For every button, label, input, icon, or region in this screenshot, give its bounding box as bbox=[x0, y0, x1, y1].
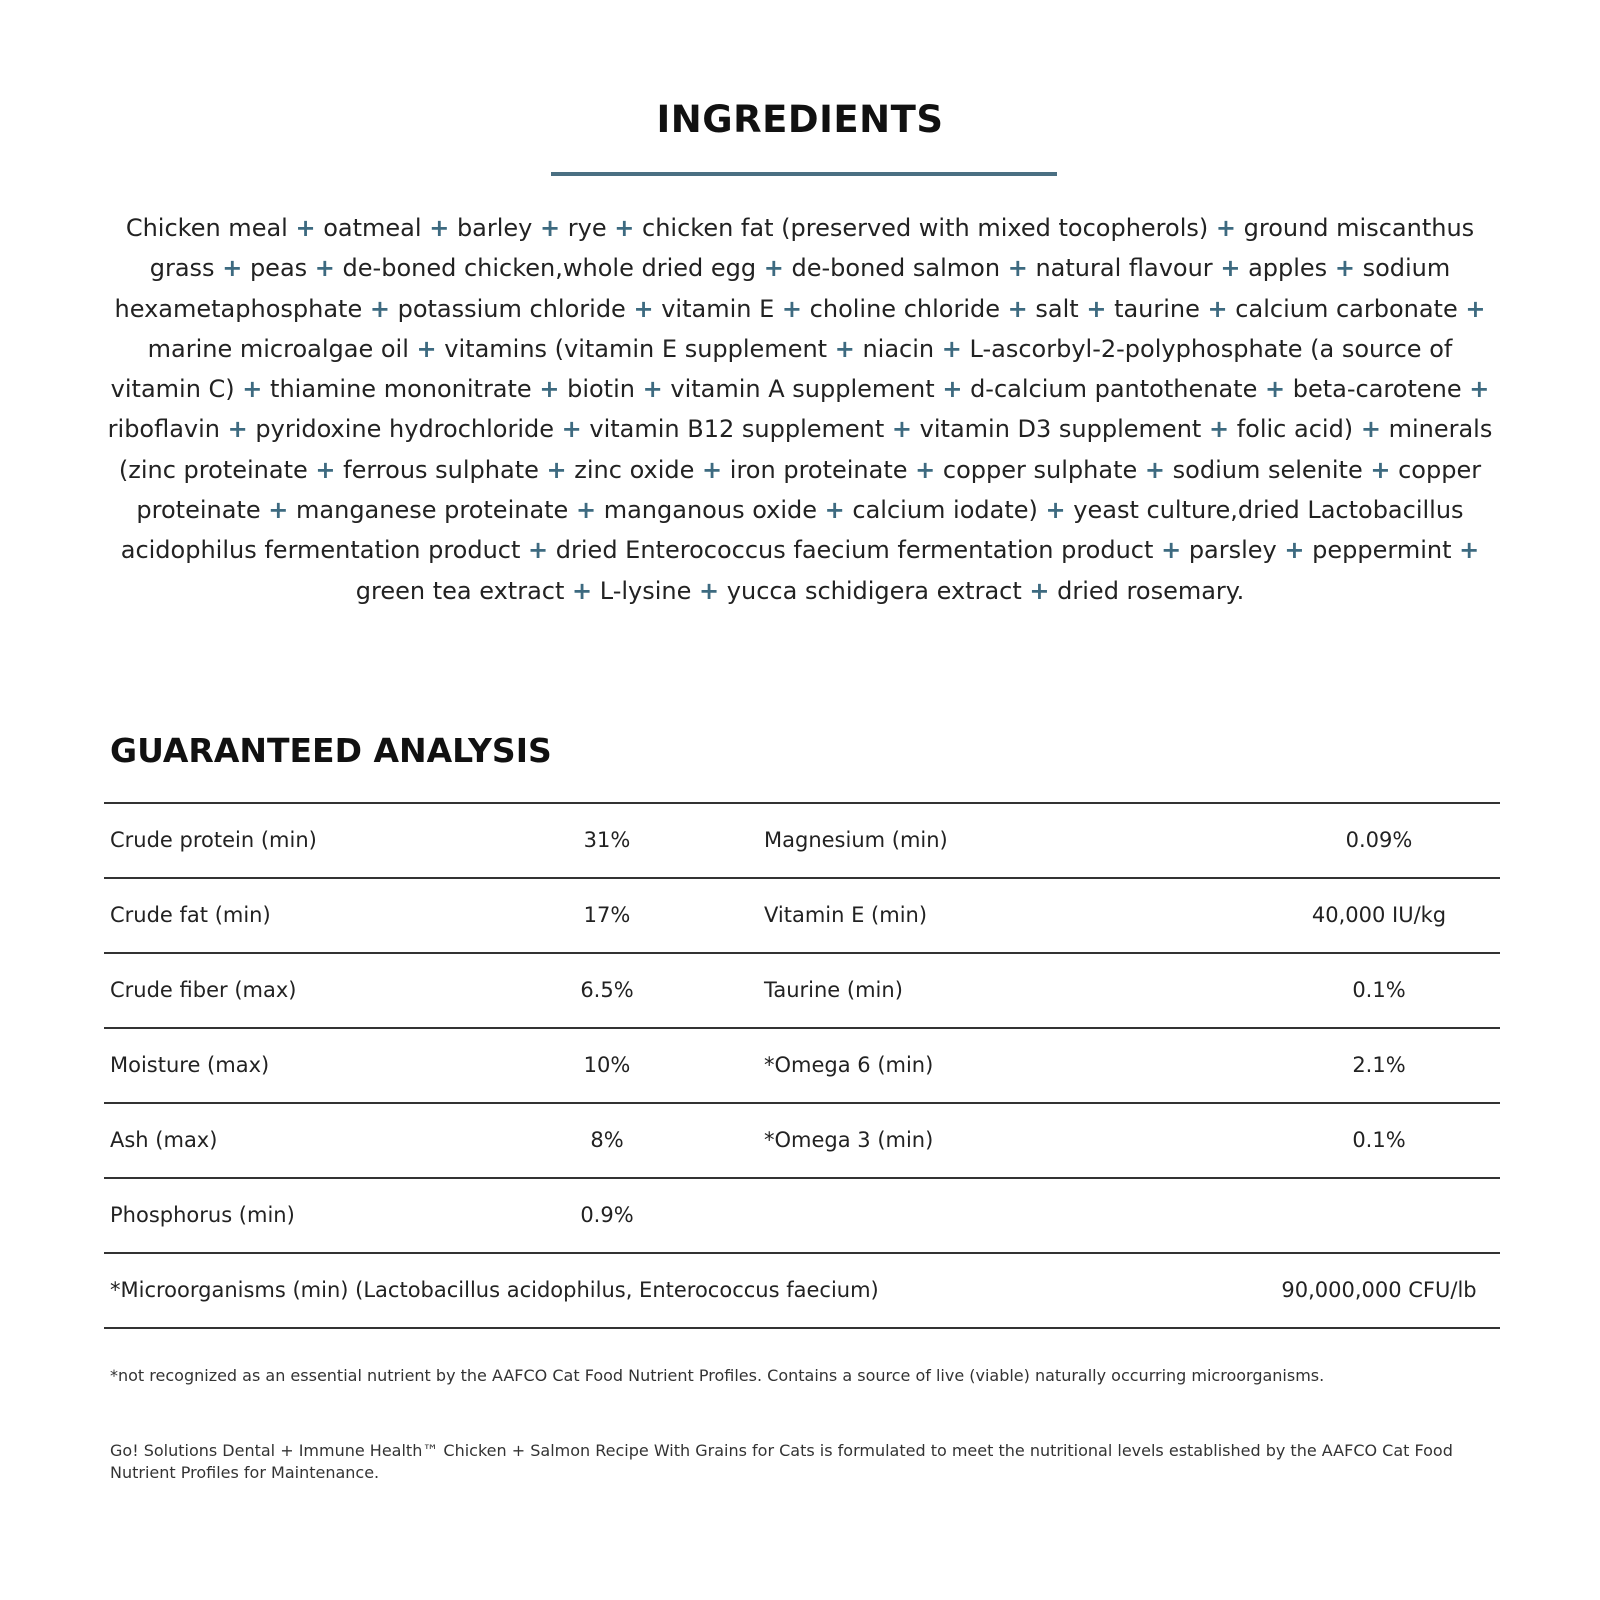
plus-separator: + bbox=[1144, 455, 1165, 484]
ingredient-item: dried rosemary. bbox=[1057, 576, 1245, 605]
ingredient-item: peppermint bbox=[1312, 536, 1452, 565]
plus-separator: + bbox=[1469, 375, 1490, 404]
plus-separator: + bbox=[528, 536, 549, 565]
plus-separator: + bbox=[614, 214, 635, 242]
plus-separator: + bbox=[1161, 536, 1182, 565]
nutrient-label: Taurine (min) bbox=[764, 978, 903, 1002]
ingredients-heading: INGREDIENTS bbox=[656, 98, 944, 141]
table-row bbox=[104, 1254, 1500, 1329]
ingredient-item: pyridoxine hydrochloride bbox=[255, 415, 554, 444]
ingredient-item: zinc oxide bbox=[574, 455, 695, 484]
ingredient-item: calcium carbonate bbox=[1235, 294, 1458, 323]
ingredient-item: biotin bbox=[567, 375, 635, 404]
plus-separator: + bbox=[824, 496, 845, 525]
plus-separator: + bbox=[1215, 214, 1236, 242]
ingredient-item: manganous oxide bbox=[603, 496, 818, 525]
ingredient-item: parsley bbox=[1188, 536, 1277, 565]
ingredient-item: rye bbox=[567, 214, 607, 242]
ingredient-item: natural flavour bbox=[1035, 254, 1213, 283]
nutrient-label: Crude fat (min) bbox=[110, 903, 271, 927]
plus-separator: + bbox=[891, 415, 913, 444]
plus-separator: + bbox=[1007, 254, 1028, 283]
plus-separator: + bbox=[416, 334, 437, 363]
nutrient-value: 2.1% bbox=[1352, 1053, 1406, 1077]
nutrient-value: 6.5% bbox=[580, 978, 634, 1002]
nutrient-label: Phosphorus (min) bbox=[110, 1203, 295, 1227]
ingredient-item: ground miscanthus grass bbox=[149, 214, 1475, 283]
ingredient-item: yucca schidigera extract bbox=[726, 576, 1022, 605]
table-row bbox=[104, 804, 1500, 879]
nutrient-value: 40,000 IU/kg bbox=[1311, 903, 1447, 927]
plus-separator: + bbox=[699, 576, 720, 605]
plus-separator: + bbox=[781, 294, 803, 323]
ingredient-item: thiamine mononitrate bbox=[270, 375, 532, 404]
nutrient-label: Crude protein (min) bbox=[110, 828, 317, 852]
nutrient-value: 0.1% bbox=[1352, 1128, 1406, 1152]
ingredient-item: vitamins (vitamin E supplement bbox=[444, 334, 828, 363]
guaranteed-analysis-table bbox=[104, 802, 1500, 1329]
plus-separator: + bbox=[561, 415, 582, 444]
plus-separator: + bbox=[763, 254, 784, 283]
ingredient-item: niacin bbox=[862, 334, 935, 363]
plus-separator: + bbox=[834, 334, 855, 363]
nutrient-value: 10% bbox=[583, 1053, 631, 1077]
plus-separator: + bbox=[633, 294, 654, 323]
table-row bbox=[104, 954, 1500, 1029]
plus-separator: + bbox=[1029, 576, 1050, 605]
ingredient-item: vitamin B12 supplement bbox=[589, 415, 885, 444]
nutrient-value: 0.1% bbox=[1352, 978, 1406, 1002]
plus-separator: + bbox=[222, 254, 243, 283]
plus-separator: + bbox=[915, 455, 936, 484]
nutrient-value: 17% bbox=[583, 903, 631, 927]
ingredient-item: taurine bbox=[1114, 294, 1200, 323]
plus-separator: + bbox=[295, 214, 316, 242]
plus-separator: + bbox=[575, 496, 597, 525]
heading-underline bbox=[551, 172, 1057, 176]
table-row bbox=[104, 1179, 1500, 1254]
ingredient-item: manganese proteinate bbox=[296, 496, 569, 525]
plus-separator: + bbox=[1264, 375, 1286, 404]
plus-separator: + bbox=[315, 455, 336, 484]
plus-separator: + bbox=[268, 496, 289, 525]
ingredient-item: riboflavin bbox=[107, 415, 221, 444]
ingredient-item: Chicken meal bbox=[125, 214, 288, 242]
nutrient-value: 0.09% bbox=[1345, 828, 1413, 852]
ingredient-item: salt bbox=[1035, 294, 1079, 323]
ingredient-item: de-boned salmon bbox=[791, 254, 1001, 283]
ingredient-item: green tea extract bbox=[355, 576, 565, 605]
ingredient-item: apples bbox=[1248, 254, 1328, 283]
plus-separator: + bbox=[1220, 254, 1241, 283]
nutrient-label: Magnesium (min) bbox=[764, 828, 948, 852]
plus-separator: + bbox=[1465, 294, 1486, 323]
nutrient-label: *Omega 3 (min) bbox=[764, 1128, 934, 1152]
ingredient-item: de-boned chicken,whole dried egg bbox=[342, 254, 757, 283]
ingredient-item: folic acid) bbox=[1236, 415, 1354, 444]
nutrient-label: *Omega 6 (min) bbox=[764, 1053, 934, 1077]
nutrient-label: *Microorganisms (min) (Lactobacillus acidophilus, Enterococcus faecium) bbox=[110, 1278, 879, 1302]
ingredient-item: potassium chloride bbox=[397, 294, 626, 323]
nutrient-value: 31% bbox=[583, 828, 631, 852]
plus-separator: + bbox=[546, 455, 567, 484]
aafco-statement: Go! Solutions Dental + Immune Health™ Chicken + Salmon Recipe With Grains for Cats is formulated to meet the nutritional levels established by the AAFCO Cat Food Nutrient Profiles for Maintenance. bbox=[110, 1441, 1453, 1482]
plus-separator: + bbox=[1370, 455, 1391, 484]
ingredient-item: peas bbox=[249, 254, 308, 283]
ingredient-item: calcium iodate) bbox=[852, 496, 1038, 525]
plus-separator: + bbox=[572, 576, 593, 605]
ingredient-item: minerals (zinc proteinate bbox=[118, 415, 1493, 484]
ingredient-item: beta-carotene bbox=[1292, 375, 1462, 404]
ingredient-item: L-lysine bbox=[599, 576, 692, 605]
ingredient-item: choline chloride bbox=[809, 294, 1000, 323]
nutrient-value: 0.9% bbox=[580, 1203, 634, 1227]
plus-separator: + bbox=[1207, 294, 1228, 323]
plus-separator: + bbox=[540, 214, 561, 242]
ingredient-item: d-calcium pantothenate bbox=[970, 375, 1258, 404]
plus-separator: + bbox=[227, 415, 248, 444]
guaranteed-analysis-heading: GUARANTEED ANALYSIS bbox=[110, 731, 552, 770]
plus-separator: + bbox=[1086, 294, 1107, 323]
footnote: *not recognized as an essential nutrient by the AAFCO Cat Food Nutrient Profiles. Contains a source of live (viable) naturally occurring microorganisms. bbox=[110, 1366, 1325, 1385]
ingredient-item: L-ascorbyl-2-polyphosphate (a source of vitamin C) bbox=[110, 334, 1453, 404]
plus-separator: + bbox=[642, 375, 663, 404]
nutrient-label: Moisture (max) bbox=[110, 1053, 270, 1077]
ingredient-item: dried Enterococcus faecium fermentation product bbox=[555, 536, 1154, 565]
ingredient-item: chicken fat (preserved with mixed tocopherols) bbox=[642, 214, 1209, 242]
nutrient-value: 8% bbox=[590, 1128, 624, 1152]
plus-separator: + bbox=[242, 375, 263, 404]
ingredient-item: vitamin D3 supplement bbox=[919, 415, 1202, 444]
ingredient-item: copper proteinate bbox=[136, 455, 1482, 525]
ingredient-item: ferrous sulphate bbox=[343, 455, 539, 484]
nutrient-value: 90,000,000 CFU/lb bbox=[1281, 1278, 1477, 1302]
plus-separator: + bbox=[1208, 415, 1230, 444]
plus-separator: + bbox=[1334, 254, 1355, 283]
plus-separator: + bbox=[539, 375, 560, 404]
plus-separator: + bbox=[1045, 496, 1066, 525]
table-row bbox=[104, 1029, 1500, 1104]
ingredient-item: vitamin E bbox=[661, 294, 775, 323]
plus-separator: + bbox=[429, 214, 450, 242]
plus-separator: + bbox=[1459, 536, 1480, 565]
table-row bbox=[104, 879, 1500, 954]
nutrient-label: Vitamin E (min) bbox=[764, 903, 928, 927]
ingredients-list bbox=[100, 208, 1500, 611]
ingredient-item: yeast culture,dried Lactobacillus acidophilus fermentation product bbox=[120, 496, 1464, 565]
nutrient-label: Ash (max) bbox=[110, 1128, 218, 1152]
plus-separator: + bbox=[314, 254, 335, 283]
plus-separator: + bbox=[1007, 294, 1028, 323]
nutrient-label: Crude fiber (max) bbox=[110, 978, 297, 1002]
plus-separator: + bbox=[369, 294, 390, 323]
ingredient-item: sodium selenite bbox=[1172, 455, 1363, 484]
ingredient-item: marine microalgae oil bbox=[147, 334, 409, 363]
plus-separator: + bbox=[1284, 536, 1305, 565]
ingredient-item: sodium hexametaphosphate bbox=[114, 254, 1451, 323]
ingredient-item: copper sulphate bbox=[942, 455, 1138, 484]
table-row bbox=[104, 1104, 1500, 1179]
ingredient-item: iron proteinate bbox=[729, 455, 908, 484]
plus-separator: + bbox=[941, 334, 962, 363]
ingredient-item: barley bbox=[456, 214, 533, 242]
plus-separator: + bbox=[702, 455, 723, 484]
plus-separator: + bbox=[1360, 415, 1381, 444]
ingredient-item: vitamin A supplement bbox=[670, 375, 935, 404]
ingredient-item: oatmeal bbox=[323, 214, 422, 242]
plus-separator: + bbox=[942, 375, 963, 404]
